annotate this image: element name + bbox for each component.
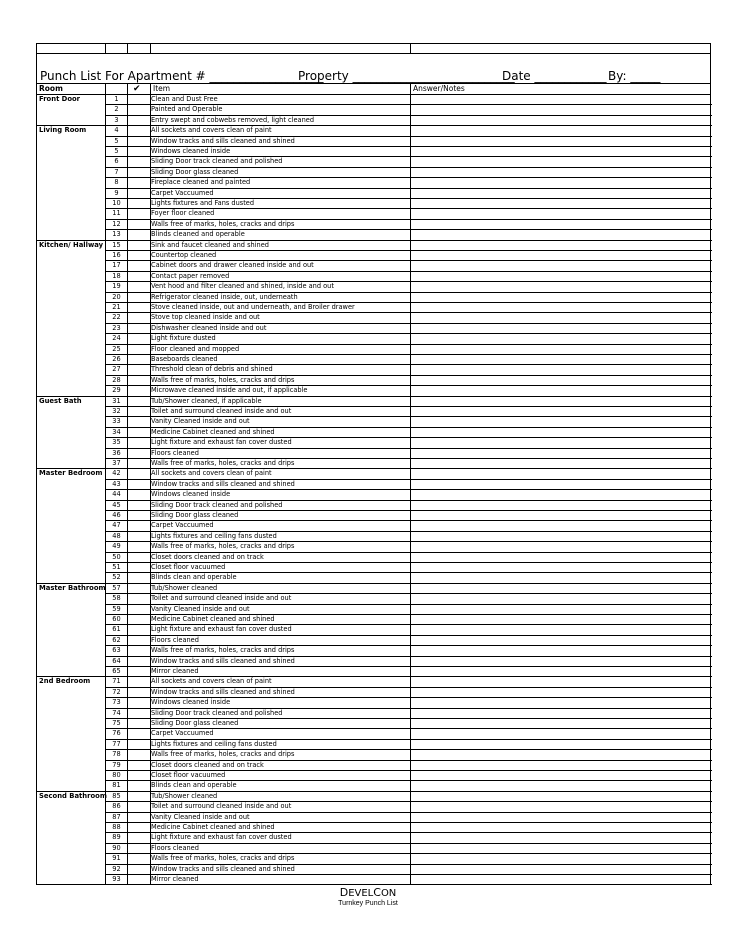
item-description: Sliding Door glass cleaned — [151, 511, 239, 519]
checklist-row[interactable] — [106, 313, 712, 323]
item-number: 65 — [112, 667, 121, 675]
item-number: 64 — [112, 656, 121, 665]
item-description: Stove cleaned inside, out and underneath, and Broiler drawer — [151, 303, 355, 311]
checklist-row[interactable] — [106, 345, 712, 355]
item-description: Walls free of marks, holes, cracks and drips — [151, 542, 295, 551]
item-number: 61 — [112, 625, 121, 634]
checklist-row[interactable] — [106, 251, 712, 261]
item-description: All sockets and covers clean of paint — [151, 469, 272, 478]
item-description: Tub/Shower cleaned — [151, 791, 218, 800]
item-description: Toilet and surround cleaned inside and out — [151, 802, 292, 811]
item-number: 48 — [112, 531, 121, 540]
item-description: Tub/Shower cleaned, if applicable — [151, 396, 262, 405]
item-description: Closet floor vacuumed — [151, 771, 226, 779]
item-number: 72 — [112, 687, 121, 696]
item-number: 15 — [112, 240, 121, 249]
room-label: Front Door — [39, 95, 81, 103]
checklist-row[interactable] — [106, 303, 712, 313]
item-number: 81 — [112, 781, 121, 790]
item-description: Light fixture and exhaust fan cover dusted — [151, 833, 292, 842]
checklist-row[interactable] — [106, 137, 712, 147]
item-number: 52 — [112, 573, 121, 582]
item-description: Closet floor vacuumed — [151, 563, 226, 571]
checklist-row[interactable] — [106, 376, 712, 386]
item-description: Floors cleaned — [151, 635, 199, 644]
item-description: Window tracks and sills cleaned and shined — [151, 656, 295, 665]
item-number: 86 — [112, 802, 121, 811]
item-description: Cabinet doors and drawer cleaned inside and out — [151, 261, 314, 270]
item-number: 18 — [112, 271, 121, 280]
item-description: Baseboards cleaned — [151, 355, 218, 363]
item-description: Walls free of marks, holes, cracks and drips — [151, 375, 295, 384]
item-number: 42 — [112, 469, 121, 478]
item-description: Medicine Cabinet cleaned and shined — [151, 427, 275, 436]
item-number: 5 — [114, 136, 119, 145]
item-number: 8 — [114, 178, 119, 187]
item-number: 29 — [112, 386, 121, 395]
item-number: 34 — [112, 427, 121, 436]
checklist-row[interactable] — [106, 355, 712, 365]
col-room-header: Room — [39, 84, 63, 93]
item-number: 19 — [112, 282, 121, 291]
checklist-row[interactable] — [106, 698, 712, 708]
item-description: Window tracks and sills cleaned and shined — [151, 864, 295, 873]
checklist-row[interactable] — [106, 875, 712, 885]
checklist-row[interactable] — [106, 833, 712, 843]
item-description: Light fixture dusted — [151, 334, 216, 343]
checklist-row[interactable] — [106, 199, 712, 209]
item-description: Light fixture and exhaust fan cover dusted — [151, 438, 292, 447]
checklist-row[interactable] — [106, 449, 712, 459]
strip-divider — [150, 44, 151, 54]
col-notes-header: Answer/Notes — [413, 84, 465, 93]
checklist-row[interactable] — [106, 636, 712, 646]
item-number: 75 — [112, 719, 121, 727]
item-number: 60 — [112, 615, 121, 623]
checklist-row[interactable] — [106, 397, 712, 407]
checklist-row[interactable] — [106, 542, 712, 552]
checklist-row[interactable] — [106, 781, 712, 791]
top-strip — [37, 44, 710, 54]
item-description: Carpet Vaccuumed — [151, 521, 214, 530]
checklist-row[interactable] — [106, 511, 712, 521]
item-number: 74 — [112, 708, 121, 717]
item-description: Floors cleaned — [151, 448, 199, 457]
item-description: Mirror cleaned — [151, 875, 199, 883]
item-description: Entry swept and cobwebs removed, light cleaned — [151, 115, 315, 124]
item-description: Window tracks and sills cleaned and shined — [151, 136, 295, 145]
item-description: Lights fixtures and ceiling fans dusted — [151, 739, 277, 748]
item-number: 51 — [112, 563, 121, 571]
checklist-row[interactable] — [106, 532, 712, 542]
item-description: Sliding Door glass cleaned — [151, 167, 239, 176]
item-number: 36 — [112, 448, 121, 457]
item-number: 47 — [112, 521, 121, 530]
item-description: Microwave cleaned inside and out, if applicable — [151, 386, 308, 395]
checklist-row[interactable] — [106, 241, 712, 251]
item-number: 71 — [112, 677, 121, 686]
item-number: 59 — [112, 604, 121, 613]
item-number: 45 — [112, 500, 121, 509]
checklist-row[interactable] — [106, 761, 712, 771]
by-field[interactable]: By: _____ — [608, 69, 661, 83]
checklist-row[interactable] — [106, 553, 712, 563]
checklist-row[interactable] — [106, 854, 712, 864]
item-description: Windows cleaned inside — [151, 147, 231, 155]
item-description: Refrigerator cleaned inside, out, underneath — [151, 292, 298, 301]
item-number: 46 — [112, 511, 121, 519]
checklist-row[interactable] — [106, 459, 712, 469]
strip-divider — [127, 44, 128, 54]
brand-logo: DEVELCON — [339, 886, 397, 899]
item-description: Floor cleaned and mopped — [151, 344, 240, 353]
item-number: 11 — [112, 209, 121, 218]
item-number: 78 — [112, 750, 121, 759]
item-number: 89 — [112, 833, 121, 842]
item-number: 9 — [114, 188, 119, 197]
checklist-row[interactable] — [106, 813, 712, 823]
checklist-row[interactable] — [106, 168, 712, 178]
checklist-row[interactable] — [106, 261, 712, 271]
checklist-row[interactable] — [106, 865, 712, 875]
checklist-row[interactable] — [106, 490, 712, 500]
item-number: 24 — [112, 334, 121, 343]
item-number: 57 — [112, 583, 121, 592]
item-description: Toilet and surround cleaned inside and out — [151, 407, 292, 415]
room-label: Master Bedroom — [39, 469, 103, 478]
item-description: Vanity Cleaned inside and out — [151, 417, 250, 426]
item-number: 73 — [112, 698, 121, 707]
item-number: 20 — [112, 292, 121, 301]
item-number: 43 — [112, 479, 121, 488]
checklist-row[interactable] — [106, 147, 712, 157]
item-description: Threshold clean of debris and shined — [151, 365, 273, 374]
checklist-row[interactable] — [106, 157, 712, 167]
item-description: Blinds clean and operable — [151, 573, 237, 582]
item-number: 44 — [112, 490, 121, 499]
item-number: 77 — [112, 739, 121, 748]
item-description: Dishwasher cleaned inside and out — [151, 323, 267, 332]
item-description: Mirror cleaned — [151, 667, 199, 675]
item-description: Contact paper removed — [151, 271, 230, 280]
checklist-row[interactable] — [106, 729, 712, 739]
item-number: 33 — [112, 417, 121, 426]
item-number: 26 — [112, 355, 121, 363]
checklist-row[interactable] — [106, 521, 712, 531]
item-description: Toilet and surround cleaned inside and out — [151, 594, 292, 603]
property-field[interactable]: Property ___________________________ — [298, 69, 515, 83]
item-number: 28 — [112, 375, 121, 384]
item-description: Walls free of marks, holes, cracks and drips — [151, 219, 295, 228]
item-description: Carpet Vaccuumed — [151, 188, 214, 197]
item-number: 7 — [114, 167, 119, 176]
item-number: 32 — [112, 407, 121, 415]
checklist-row[interactable] — [106, 178, 712, 188]
item-description: Light fixture and exhaust fan cover dusted — [151, 625, 292, 634]
item-description: Blinds clean and operable — [151, 781, 237, 790]
item-number: 85 — [112, 791, 121, 800]
form-header — [37, 68, 710, 84]
checklist-row[interactable] — [106, 740, 712, 750]
item-number: 25 — [112, 344, 121, 353]
item-number: 35 — [112, 438, 121, 447]
item-number: 3 — [114, 115, 119, 124]
item-description: Closet doors cleaned and on track — [151, 552, 264, 561]
item-description: Painted and Operable — [151, 105, 223, 114]
strip-divider — [410, 44, 411, 54]
item-number: 58 — [112, 594, 121, 603]
checklist-row[interactable] — [106, 573, 712, 583]
item-description: Vent hood and filter cleaned and shined, inside and out — [151, 282, 334, 291]
room-label: Living Room — [39, 126, 87, 135]
item-description: All sockets and covers clean of paint — [151, 677, 272, 686]
item-number: 90 — [112, 843, 121, 852]
checklist-row[interactable] — [106, 802, 712, 812]
item-number: 6 — [114, 157, 119, 166]
item-description: Tub/Shower cleaned — [151, 583, 218, 592]
item-number: 5 — [114, 147, 119, 155]
item-number: 2 — [114, 105, 119, 114]
footer-subtitle: Turnkey Punch List — [338, 900, 398, 907]
checklist-row[interactable] — [106, 95, 712, 105]
item-number: 12 — [112, 219, 121, 228]
checklist-row[interactable] — [106, 480, 712, 490]
room-label: 2nd Bedroom — [39, 677, 91, 686]
item-number: 80 — [112, 771, 121, 779]
item-number: 23 — [112, 323, 121, 332]
checklist-row[interactable] — [106, 469, 712, 479]
item-description: Window tracks and sills cleaned and shined — [151, 479, 295, 488]
item-description: Floors cleaned — [151, 843, 199, 852]
item-number: 87 — [112, 812, 121, 821]
checklist-row[interactable] — [106, 719, 712, 729]
item-description: Vanity Cleaned inside and out — [151, 604, 250, 613]
checklist-row[interactable] — [106, 105, 712, 115]
item-number: 22 — [112, 313, 121, 322]
checklist-row[interactable] — [106, 189, 712, 199]
checklist-row[interactable] — [106, 584, 712, 594]
checklist-row[interactable] — [106, 417, 712, 427]
checklist-row[interactable] — [106, 407, 712, 417]
item-number: 50 — [112, 552, 121, 561]
item-number: 49 — [112, 542, 121, 551]
checklist-row[interactable] — [106, 324, 712, 334]
date-field[interactable]: Date ____________ — [502, 69, 607, 83]
item-description: Foyer floor cleaned — [151, 209, 215, 218]
item-number: 13 — [112, 230, 121, 239]
strip-divider — [105, 44, 106, 54]
item-number: 4 — [114, 126, 119, 135]
room-label: Kitchen/ Hallway — [39, 240, 104, 249]
item-number: 21 — [112, 303, 121, 311]
item-number: 93 — [112, 875, 121, 883]
item-description: Carpet Vaccuumed — [151, 729, 214, 738]
item-description: Medicine Cabinet cleaned and shined — [151, 615, 275, 623]
item-description: Walls free of marks, holes, cracks and drips — [151, 854, 295, 863]
item-description: Window tracks and sills cleaned and shined — [151, 687, 295, 696]
item-description: Sink and faucet cleaned and shined — [151, 240, 269, 249]
item-description: Medicine Cabinet cleaned and shined — [151, 823, 275, 831]
item-number: 88 — [112, 823, 121, 831]
checklist-row[interactable] — [106, 272, 712, 282]
check-icon: ✔ — [133, 84, 141, 94]
item-description: Sliding Door track cleaned and polished — [151, 708, 283, 717]
item-description: Closet doors cleaned and on track — [151, 760, 264, 769]
item-description: All sockets and covers clean of paint — [151, 126, 272, 135]
checklist-row[interactable] — [106, 428, 712, 438]
item-description: Walls free of marks, holes, cracks and drips — [151, 646, 295, 655]
item-number: 10 — [112, 199, 121, 207]
item-description: Vanity Cleaned inside and out — [151, 812, 250, 821]
item-description: Sliding Door track cleaned and polished — [151, 500, 283, 509]
checklist-row[interactable] — [106, 657, 712, 667]
checklist-row[interactable] — [106, 750, 712, 760]
checklist-row[interactable] — [106, 365, 712, 375]
punch-list-sheet — [36, 43, 711, 885]
item-description: Countertop cleaned — [151, 251, 217, 259]
checklist-row[interactable] — [106, 677, 712, 687]
checklist-row[interactable] — [106, 646, 712, 656]
checklist-row[interactable] — [106, 501, 712, 511]
item-description: Clean and Dust Free — [151, 95, 218, 103]
item-number: 1 — [114, 95, 119, 103]
checklist-row[interactable] — [106, 293, 712, 303]
checklist-row[interactable] — [106, 438, 712, 448]
item-number: 79 — [112, 760, 121, 769]
checklist-row[interactable] — [106, 116, 712, 126]
apartment-field[interactable]: Punch List For Apartment # ___________________ — [40, 69, 324, 83]
item-number: 16 — [112, 251, 121, 259]
item-number: 37 — [112, 459, 121, 467]
checklist-row[interactable] — [106, 615, 712, 625]
checklist-row[interactable] — [106, 667, 712, 677]
checklist-row[interactable] — [106, 771, 712, 781]
checklist-row[interactable] — [106, 709, 712, 719]
checklist-row[interactable] — [106, 594, 712, 604]
item-description: Lights fixtures and ceiling fans dusted — [151, 531, 277, 540]
room-label: Second Bathroom — [39, 791, 107, 800]
checklist-row[interactable] — [106, 282, 712, 292]
checklist-row[interactable] — [106, 230, 712, 240]
checklist-row[interactable] — [106, 209, 712, 219]
item-description: Walls free of marks, holes, cracks and drips — [151, 750, 295, 759]
item-description: Sliding Door track cleaned and polished — [151, 157, 283, 166]
checklist-row[interactable] — [106, 386, 712, 396]
checklist-row[interactable] — [106, 792, 712, 802]
item-number: 63 — [112, 646, 121, 655]
item-description: Windows cleaned inside — [151, 490, 231, 499]
item-description: Windows cleaned inside — [151, 698, 231, 707]
item-number: 27 — [112, 365, 121, 374]
checklist-row[interactable] — [106, 688, 712, 698]
checklist-row[interactable] — [106, 334, 712, 344]
checklist-row[interactable] — [106, 563, 712, 573]
item-number: 62 — [112, 635, 121, 644]
item-number: 92 — [112, 864, 121, 873]
item-description: Fireplace cleaned and painted — [151, 178, 251, 187]
item-number: 91 — [112, 854, 121, 863]
item-description: Blinds cleaned and operable — [151, 230, 245, 239]
checklist-row[interactable] — [106, 605, 712, 615]
item-number: 76 — [112, 729, 121, 738]
item-description: Stove top cleaned inside and out — [151, 313, 260, 322]
checklist-row[interactable] — [106, 844, 712, 854]
checklist-row[interactable] — [106, 625, 712, 635]
item-number: 31 — [112, 396, 121, 405]
item-description: Sliding Door glass cleaned — [151, 719, 239, 727]
item-number: 17 — [112, 261, 121, 270]
item-description: Walls free of marks, holes, cracks and drips — [151, 459, 295, 467]
checklist-row[interactable] — [106, 823, 712, 833]
room-label: Master Bathroom — [39, 583, 106, 592]
col-item-header: Item — [153, 84, 171, 93]
item-description: Lights fixtures and Fans dusted — [151, 199, 255, 207]
checklist-row[interactable] — [106, 220, 712, 230]
checklist-row[interactable] — [106, 126, 712, 136]
room-label: Guest Bath — [39, 396, 82, 405]
